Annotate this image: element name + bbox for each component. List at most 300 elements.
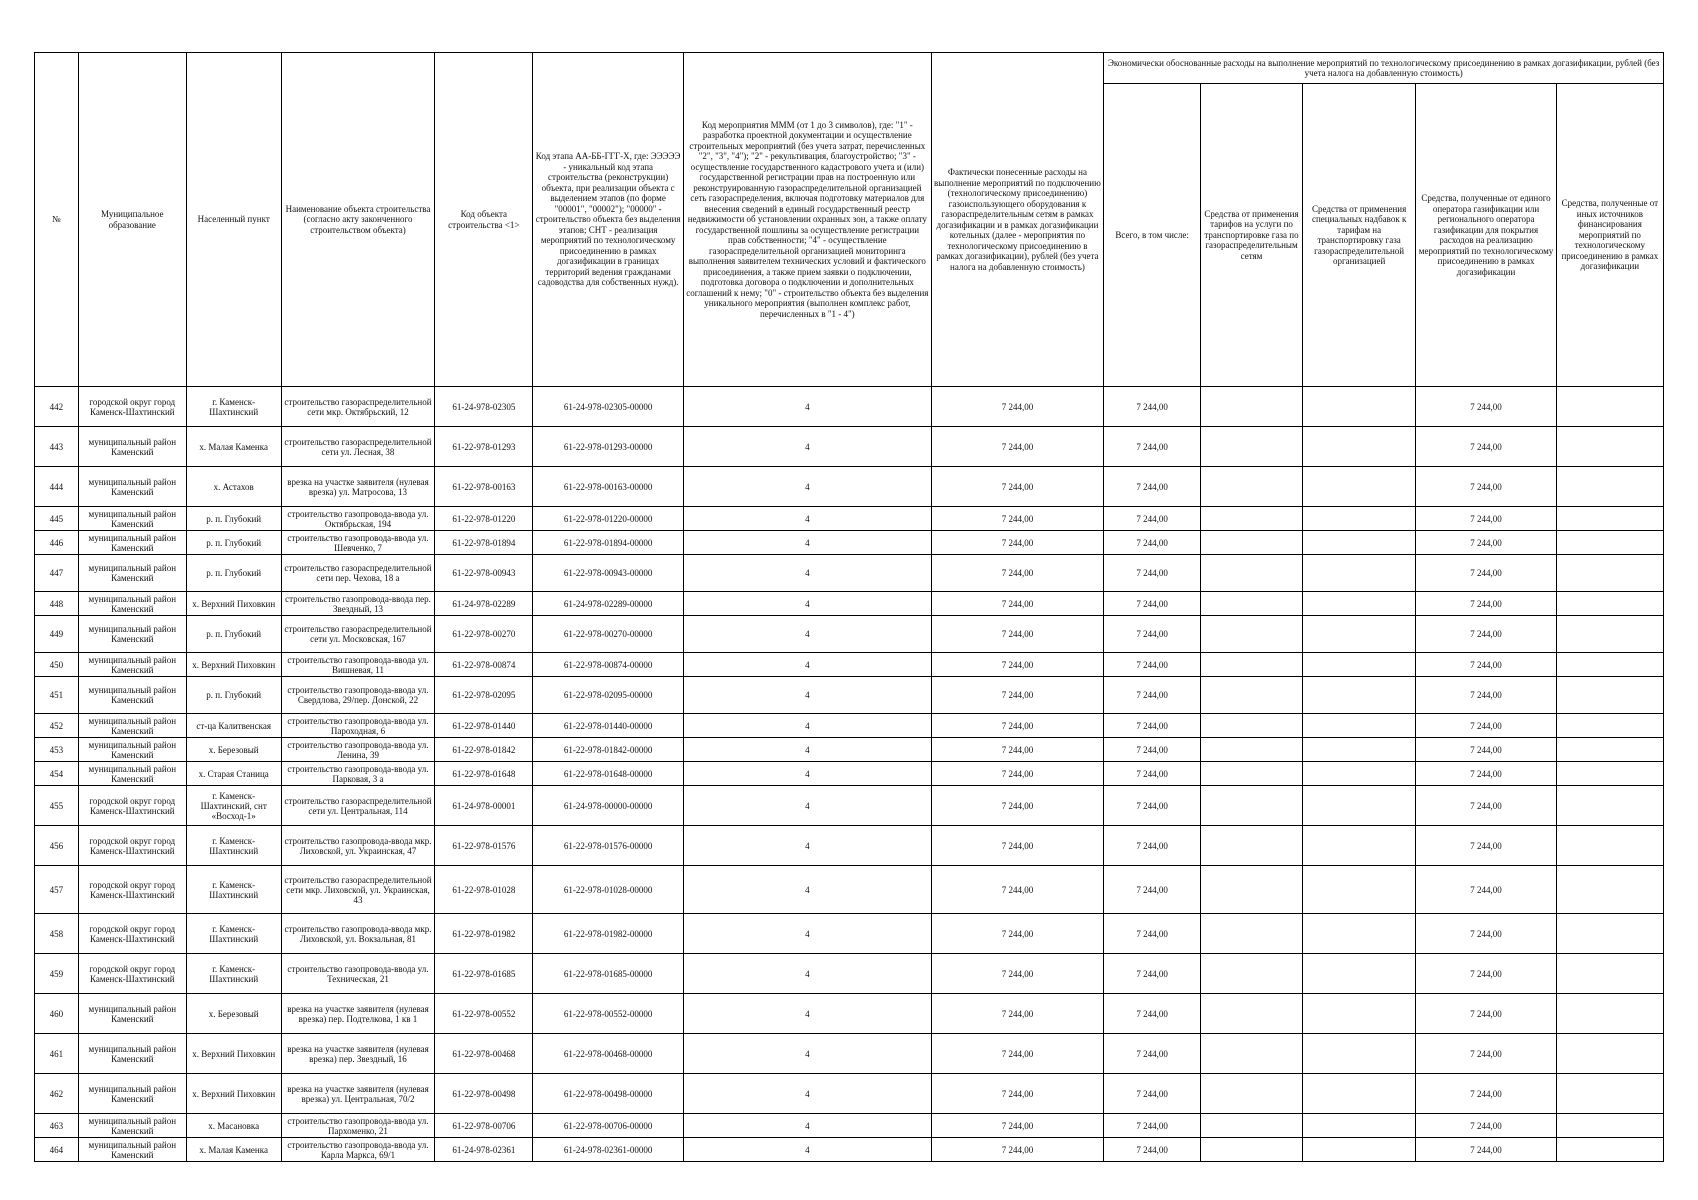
cell-object-name: строительство газопровода-ввода ул. Пархоменко, 21 — [281, 1114, 435, 1138]
cell-stage-code: 61-22-978-01440-00000 — [533, 714, 684, 738]
cell-object-code: 61-22-978-00874 — [435, 653, 533, 677]
cell-activity-code: 4 — [684, 592, 932, 616]
cell-total: 7 244,00 — [1104, 954, 1201, 994]
cell-object-code: 61-22-978-01220 — [435, 507, 533, 531]
cell-other — [1556, 738, 1663, 762]
cell-other — [1556, 387, 1663, 427]
table-row — [35, 653, 1664, 677]
table-row — [35, 427, 1664, 467]
cell-stage-code: 61-22-978-02095-00000 — [533, 677, 684, 714]
cell-operator: 7 244,00 — [1416, 1114, 1556, 1138]
cell-object-code: 61-24-978-02289 — [435, 592, 533, 616]
cell-activity-code: 4 — [684, 653, 932, 677]
cell-other — [1556, 507, 1663, 531]
cell-other — [1556, 1074, 1663, 1114]
cell-total: 7 244,00 — [1104, 653, 1201, 677]
table-row — [35, 762, 1664, 786]
cell-stage-code: 61-22-978-00163-00000 — [533, 467, 684, 507]
cell-tariffs — [1201, 866, 1303, 914]
cell-operator: 7 244,00 — [1416, 914, 1556, 954]
table-row — [35, 866, 1664, 914]
cell-activity-code: 4 — [684, 427, 932, 467]
cell-settlement: х. Березовый — [186, 994, 281, 1034]
cell-municipality: муниципальный район Каменский — [78, 762, 186, 786]
cell-object-code: 61-22-978-00943 — [435, 555, 533, 592]
cell-municipality: муниципальный район Каменский — [78, 714, 186, 738]
cell-municipality: муниципальный район Каменский — [78, 1138, 186, 1162]
cell-other — [1556, 786, 1663, 826]
cell-object-name: строительство газораспределительной сети мкр. Октябрьский, 12 — [281, 387, 435, 427]
cell-object-code: 61-22-978-01293 — [435, 427, 533, 467]
cell-other — [1556, 1114, 1663, 1138]
cell-surcharges — [1302, 714, 1415, 738]
cell-tariffs — [1201, 994, 1303, 1034]
cell-num: 464 — [35, 1138, 79, 1162]
table-row — [35, 826, 1664, 866]
cell-actual-costs: 7 244,00 — [931, 555, 1104, 592]
cell-operator: 7 244,00 — [1416, 738, 1556, 762]
cell-num: 448 — [35, 592, 79, 616]
cell-activity-code: 4 — [684, 826, 932, 866]
cell-other — [1556, 467, 1663, 507]
cell-total: 7 244,00 — [1104, 677, 1201, 714]
cell-surcharges — [1302, 738, 1415, 762]
cell-num: 455 — [35, 786, 79, 826]
header-total: Всего, в том числе: — [1104, 84, 1201, 387]
cell-actual-costs: 7 244,00 — [931, 467, 1104, 507]
cell-settlement: р. п. Глубокий — [186, 677, 281, 714]
cell-settlement: х. Старая Станица — [186, 762, 281, 786]
cell-surcharges — [1302, 653, 1415, 677]
cell-activity-code: 4 — [684, 994, 932, 1034]
cell-municipality: муниципальный район Каменский — [78, 427, 186, 467]
table-row — [35, 994, 1664, 1034]
cell-other — [1556, 866, 1663, 914]
cell-settlement: р. п. Глубокий — [186, 507, 281, 531]
table-row — [35, 738, 1664, 762]
cell-num: 463 — [35, 1114, 79, 1138]
cell-operator: 7 244,00 — [1416, 786, 1556, 826]
cell-total: 7 244,00 — [1104, 826, 1201, 866]
cell-tariffs — [1201, 387, 1303, 427]
cell-activity-code: 4 — [684, 786, 932, 826]
cell-actual-costs: 7 244,00 — [931, 427, 1104, 467]
cell-other — [1556, 531, 1663, 555]
cell-operator: 7 244,00 — [1416, 826, 1556, 866]
cell-object-code: 61-22-978-02095 — [435, 677, 533, 714]
cell-object-name: строительство газораспределительной сети ул. Московская, 167 — [281, 616, 435, 653]
cell-surcharges — [1302, 531, 1415, 555]
cell-total: 7 244,00 — [1104, 592, 1201, 616]
cell-surcharges — [1302, 786, 1415, 826]
cell-other — [1556, 954, 1663, 994]
cell-settlement: г. Каменск-Шахтинский — [186, 387, 281, 427]
table-row — [35, 616, 1664, 653]
cell-stage-code: 61-22-978-00468-00000 — [533, 1034, 684, 1074]
cell-actual-costs: 7 244,00 — [931, 531, 1104, 555]
cell-actual-costs: 7 244,00 — [931, 714, 1104, 738]
cell-object-code: 61-22-978-01685 — [435, 954, 533, 994]
cell-object-code: 61-22-978-00468 — [435, 1034, 533, 1074]
cell-municipality: муниципальный район Каменский — [78, 507, 186, 531]
cell-actual-costs: 7 244,00 — [931, 677, 1104, 714]
cell-num: 458 — [35, 914, 79, 954]
cell-settlement: х. Астахов — [186, 467, 281, 507]
cell-operator: 7 244,00 — [1416, 677, 1556, 714]
cell-object-code: 61-22-978-01982 — [435, 914, 533, 954]
cell-total: 7 244,00 — [1104, 507, 1201, 531]
cell-other — [1556, 427, 1663, 467]
cell-settlement: х. Малая Каменка — [186, 1138, 281, 1162]
cell-object-code: 61-22-978-01028 — [435, 866, 533, 914]
cell-stage-code: 61-24-978-02305-00000 — [533, 387, 684, 427]
cell-tariffs — [1201, 1138, 1303, 1162]
header-tariffs: Средства от применения тарифов на услуги по транспортировке газа по газораспределительным сетям — [1201, 84, 1303, 387]
cell-object-code: 61-22-978-00552 — [435, 994, 533, 1034]
cell-operator: 7 244,00 — [1416, 1138, 1556, 1162]
cell-tariffs — [1201, 1114, 1303, 1138]
cell-num: 451 — [35, 677, 79, 714]
cell-object-name: строительство газопровода-ввода ул. Шевченко, 7 — [281, 531, 435, 555]
cell-tariffs — [1201, 1074, 1303, 1114]
cell-object-name: врезка на участке заявителя (нулевая врезка) ул. Матросова, 13 — [281, 467, 435, 507]
cell-municipality: городской округ город Каменск-Шахтинский — [78, 954, 186, 994]
cell-other — [1556, 592, 1663, 616]
cell-other — [1556, 762, 1663, 786]
cell-object-code: 61-22-978-01440 — [435, 714, 533, 738]
table-row — [35, 507, 1664, 531]
cell-total: 7 244,00 — [1104, 531, 1201, 555]
cell-object-name: врезка на участке заявителя (нулевая врезка) пер. Подтелкова, 1 кв 1 — [281, 994, 435, 1034]
header-num: № — [35, 53, 79, 387]
cell-tariffs — [1201, 914, 1303, 954]
cell-municipality: муниципальный район Каменский — [78, 1114, 186, 1138]
cell-activity-code: 4 — [684, 738, 932, 762]
cell-tariffs — [1201, 555, 1303, 592]
cell-num: 450 — [35, 653, 79, 677]
cell-num: 444 — [35, 467, 79, 507]
cell-num: 446 — [35, 531, 79, 555]
cell-other — [1556, 1034, 1663, 1074]
cell-num: 442 — [35, 387, 79, 427]
table-row — [35, 555, 1664, 592]
cell-tariffs — [1201, 507, 1303, 531]
cell-operator: 7 244,00 — [1416, 592, 1556, 616]
cell-object-code: 61-22-978-01894 — [435, 531, 533, 555]
cell-operator: 7 244,00 — [1416, 555, 1556, 592]
cell-actual-costs: 7 244,00 — [931, 914, 1104, 954]
table-row — [35, 1034, 1664, 1074]
cell-activity-code: 4 — [684, 467, 932, 507]
cell-actual-costs: 7 244,00 — [931, 592, 1104, 616]
cell-other — [1556, 826, 1663, 866]
cell-total: 7 244,00 — [1104, 762, 1201, 786]
cell-stage-code: 61-22-978-00943-00000 — [533, 555, 684, 592]
cell-object-code: 61-24-978-02305 — [435, 387, 533, 427]
cell-total: 7 244,00 — [1104, 616, 1201, 653]
table-row — [35, 1114, 1664, 1138]
cell-surcharges — [1302, 507, 1415, 531]
cell-surcharges — [1302, 762, 1415, 786]
cell-surcharges — [1302, 866, 1415, 914]
cell-num: 447 — [35, 555, 79, 592]
cell-surcharges — [1302, 592, 1415, 616]
cell-actual-costs: 7 244,00 — [931, 738, 1104, 762]
table-row — [35, 954, 1664, 994]
cell-municipality: муниципальный район Каменский — [78, 467, 186, 507]
cell-activity-code: 4 — [684, 762, 932, 786]
table-body — [35, 387, 1664, 1162]
cell-num: 443 — [35, 427, 79, 467]
cell-object-name: строительство газопровода-ввода мкр. Лиховской, ул. Вокзальная, 81 — [281, 914, 435, 954]
cell-object-name: врезка на участке заявителя (нулевая врезка) пер. Звездный, 16 — [281, 1034, 435, 1074]
cell-stage-code: 61-22-978-01982-00000 — [533, 914, 684, 954]
header-settlement: Населенный пункт — [186, 53, 281, 387]
cell-object-name: строительство газораспределительной сети пер. Чехова, 18 а — [281, 555, 435, 592]
cell-num: 453 — [35, 738, 79, 762]
cell-total: 7 244,00 — [1104, 1034, 1201, 1074]
cell-surcharges — [1302, 1114, 1415, 1138]
cell-tariffs — [1201, 616, 1303, 653]
data-table — [34, 52, 1664, 1162]
cell-actual-costs: 7 244,00 — [931, 507, 1104, 531]
cell-num: 449 — [35, 616, 79, 653]
header-stage-code: Код этапа АА-ББ-ГГГ-Х, где: ЭЭЭЭЭ - уникальный код этапа строительства (реконструкции) объекта, при реализации объекта с выделением этапов (по форме "00001", "00002"); "00000" - строительство объекта без выделения этапов; СНТ - реализация мероприятий по технологическому присоединению в рамках догазификации в границах территорий ведения гражданами садоводства для собственных нужд). — [533, 53, 684, 387]
cell-municipality: муниципальный район Каменский — [78, 994, 186, 1034]
cell-other — [1556, 555, 1663, 592]
cell-num: 460 — [35, 994, 79, 1034]
cell-operator: 7 244,00 — [1416, 427, 1556, 467]
cell-municipality: городской округ город Каменск-Шахтинский — [78, 786, 186, 826]
cell-object-name: врезка на участке заявителя (нулевая врезка) ул. Центральная, 70/2 — [281, 1074, 435, 1114]
cell-activity-code: 4 — [684, 954, 932, 994]
cell-total: 7 244,00 — [1104, 467, 1201, 507]
cell-tariffs — [1201, 677, 1303, 714]
header-actual-costs: Фактически понесенные расходы на выполнение мероприятий по подключению (технологическому присоединению) газоиспользующего оборудования к газораспределительным сетям в рамках догазификации и в рамках догазификации котельных (далее - мероприятия по технологическому присоединению в рамках догазификации), рублей (без учета налога на добавленную стоимость) — [931, 53, 1104, 387]
cell-total: 7 244,00 — [1104, 1074, 1201, 1114]
cell-total: 7 244,00 — [1104, 427, 1201, 467]
cell-object-code: 61-22-978-01648 — [435, 762, 533, 786]
cell-activity-code: 4 — [684, 555, 932, 592]
cell-surcharges — [1302, 677, 1415, 714]
cell-num: 454 — [35, 762, 79, 786]
cell-settlement: х. Верхний Пиховкин — [186, 653, 281, 677]
cell-activity-code: 4 — [684, 677, 932, 714]
cell-operator: 7 244,00 — [1416, 1074, 1556, 1114]
cell-actual-costs: 7 244,00 — [931, 653, 1104, 677]
cell-actual-costs: 7 244,00 — [931, 994, 1104, 1034]
cell-object-name: строительство газопровода-ввода ул. Ленина, 39 — [281, 738, 435, 762]
cell-num: 461 — [35, 1034, 79, 1074]
table-row — [35, 714, 1664, 738]
cell-object-code: 61-22-978-00270 — [435, 616, 533, 653]
cell-municipality: муниципальный район Каменский — [78, 1074, 186, 1114]
cell-settlement: г. Каменск-Шахтинский — [186, 866, 281, 914]
cell-actual-costs: 7 244,00 — [931, 387, 1104, 427]
cell-stage-code: 61-22-978-01220-00000 — [533, 507, 684, 531]
cell-total: 7 244,00 — [1104, 1114, 1201, 1138]
cell-surcharges — [1302, 914, 1415, 954]
cell-activity-code: 4 — [684, 866, 932, 914]
cell-municipality: муниципальный район Каменский — [78, 616, 186, 653]
header-object-name: Наименование объекта строительства (согласно акту законченного строительством объекта) — [281, 53, 435, 387]
header-surcharges: Средства от применения специальных надбавок к тарифам на транспортировку газа газораспределительной организацией — [1302, 84, 1415, 387]
cell-operator: 7 244,00 — [1416, 762, 1556, 786]
cell-municipality: муниципальный район Каменский — [78, 677, 186, 714]
cell-tariffs — [1201, 653, 1303, 677]
cell-stage-code: 61-22-978-01293-00000 — [533, 427, 684, 467]
cell-surcharges — [1302, 954, 1415, 994]
cell-activity-code: 4 — [684, 616, 932, 653]
table-row — [35, 1138, 1664, 1162]
cell-tariffs — [1201, 592, 1303, 616]
cell-operator: 7 244,00 — [1416, 1034, 1556, 1074]
cell-municipality: городской округ город Каменск-Шахтинский — [78, 387, 186, 427]
cell-municipality: муниципальный район Каменский — [78, 555, 186, 592]
cell-actual-costs: 7 244,00 — [931, 1034, 1104, 1074]
header-group-title: Экономически обоснованные расходы на выполнение мероприятий по технологическому присоединению в рамках догазификации, рублей (без учета налога на добавленную стоимость) — [1104, 53, 1664, 84]
cell-actual-costs: 7 244,00 — [931, 616, 1104, 653]
cell-operator: 7 244,00 — [1416, 954, 1556, 994]
cell-object-name: строительство газораспределительной сети ул. Центральная, 114 — [281, 786, 435, 826]
cell-total: 7 244,00 — [1104, 555, 1201, 592]
cell-stage-code: 61-22-978-00552-00000 — [533, 994, 684, 1034]
cell-total: 7 244,00 — [1104, 738, 1201, 762]
cell-surcharges — [1302, 1138, 1415, 1162]
cell-stage-code: 61-22-978-01028-00000 — [533, 866, 684, 914]
cell-object-code: 61-22-978-00706 — [435, 1114, 533, 1138]
cell-settlement: ст-ца Калитвенская — [186, 714, 281, 738]
cell-municipality: городской округ город Каменск-Шахтинский — [78, 826, 186, 866]
cell-settlement: г. Каменск-Шахтинский, снт «Восход-1» — [186, 786, 281, 826]
cell-operator: 7 244,00 — [1416, 653, 1556, 677]
cell-object-name: строительство газопровода-ввода ул. Октябрьская, 194 — [281, 507, 435, 531]
cell-surcharges — [1302, 1034, 1415, 1074]
cell-activity-code: 4 — [684, 1074, 932, 1114]
document-page — [34, 52, 1664, 1162]
cell-stage-code: 61-22-978-00706-00000 — [533, 1114, 684, 1138]
cell-object-code: 61-22-978-00498 — [435, 1074, 533, 1114]
cell-surcharges — [1302, 616, 1415, 653]
cell-actual-costs: 7 244,00 — [931, 826, 1104, 866]
cell-stage-code: 61-22-978-01648-00000 — [533, 762, 684, 786]
cell-total: 7 244,00 — [1104, 786, 1201, 826]
cell-surcharges — [1302, 427, 1415, 467]
header-municipality: Муниципальное образование — [78, 53, 186, 387]
cell-municipality: городской округ город Каменск-Шахтинский — [78, 914, 186, 954]
table-row — [35, 914, 1664, 954]
table-row — [35, 592, 1664, 616]
cell-surcharges — [1302, 1074, 1415, 1114]
cell-tariffs — [1201, 826, 1303, 866]
cell-municipality: муниципальный район Каменский — [78, 738, 186, 762]
table-row — [35, 677, 1664, 714]
cell-num: 456 — [35, 826, 79, 866]
cell-other — [1556, 677, 1663, 714]
cell-activity-code: 4 — [684, 507, 932, 531]
cell-operator: 7 244,00 — [1416, 616, 1556, 653]
cell-settlement: х. Масановка — [186, 1114, 281, 1138]
cell-activity-code: 4 — [684, 531, 932, 555]
cell-surcharges — [1302, 555, 1415, 592]
cell-object-name: строительство газопровода-ввода ул. Вишневая, 11 — [281, 653, 435, 677]
cell-municipality: муниципальный район Каменский — [78, 531, 186, 555]
cell-tariffs — [1201, 954, 1303, 994]
table-row — [35, 786, 1664, 826]
cell-stage-code: 61-22-978-00874-00000 — [533, 653, 684, 677]
cell-tariffs — [1201, 762, 1303, 786]
header-object-code: Код объекта строительства <1> — [435, 53, 533, 387]
cell-operator: 7 244,00 — [1416, 531, 1556, 555]
cell-total: 7 244,00 — [1104, 994, 1201, 1034]
cell-operator: 7 244,00 — [1416, 714, 1556, 738]
cell-settlement: х. Верхний Пиховкин — [186, 592, 281, 616]
cell-municipality: муниципальный район Каменский — [78, 592, 186, 616]
cell-object-name: строительство газопровода-ввода ул. Техническая, 21 — [281, 954, 435, 994]
cell-object-name: строительство газопровода-ввода пер. Звездный, 13 — [281, 592, 435, 616]
cell-stage-code: 61-24-978-02361-00000 — [533, 1138, 684, 1162]
cell-other — [1556, 1138, 1663, 1162]
cell-municipality: городской округ город Каменск-Шахтинский — [78, 866, 186, 914]
cell-stage-code: 61-22-978-00270-00000 — [533, 616, 684, 653]
cell-object-code: 61-24-978-02361 — [435, 1138, 533, 1162]
cell-object-name: строительство газопровода-ввода мкр. Лиховской, ул. Украинская, 47 — [281, 826, 435, 866]
cell-surcharges — [1302, 994, 1415, 1034]
cell-surcharges — [1302, 387, 1415, 427]
cell-total: 7 244,00 — [1104, 387, 1201, 427]
cell-num: 462 — [35, 1074, 79, 1114]
cell-settlement: р. п. Глубокий — [186, 616, 281, 653]
cell-object-name: строительство газораспределительной сети ул. Лесная, 38 — [281, 427, 435, 467]
cell-actual-costs: 7 244,00 — [931, 1074, 1104, 1114]
cell-settlement: р. п. Глубокий — [186, 555, 281, 592]
cell-object-code: 61-24-978-00001 — [435, 786, 533, 826]
cell-operator: 7 244,00 — [1416, 467, 1556, 507]
cell-actual-costs: 7 244,00 — [931, 1138, 1104, 1162]
cell-object-code: 61-22-978-01576 — [435, 826, 533, 866]
cell-settlement: х. Верхний Пиховкин — [186, 1074, 281, 1114]
cell-object-name: строительство газопровода-ввода ул. Свердлова, 29/пер. Донской, 22 — [281, 677, 435, 714]
cell-activity-code: 4 — [684, 1138, 932, 1162]
cell-operator: 7 244,00 — [1416, 994, 1556, 1034]
cell-activity-code: 4 — [684, 387, 932, 427]
cell-activity-code: 4 — [684, 1114, 932, 1138]
cell-stage-code: 61-22-978-01576-00000 — [533, 826, 684, 866]
cell-stage-code: 61-22-978-01685-00000 — [533, 954, 684, 994]
cell-settlement: р. п. Глубокий — [186, 531, 281, 555]
cell-municipality: муниципальный район Каменский — [78, 653, 186, 677]
cell-stage-code: 61-22-978-00498-00000 — [533, 1074, 684, 1114]
cell-operator: 7 244,00 — [1416, 387, 1556, 427]
cell-num: 457 — [35, 866, 79, 914]
cell-tariffs — [1201, 738, 1303, 762]
cell-num: 452 — [35, 714, 79, 738]
cell-surcharges — [1302, 826, 1415, 866]
cell-other — [1556, 653, 1663, 677]
cell-total: 7 244,00 — [1104, 866, 1201, 914]
table-row — [35, 467, 1664, 507]
cell-municipality: муниципальный район Каменский — [78, 1034, 186, 1074]
cell-stage-code: 61-24-978-00000-00000 — [533, 786, 684, 826]
cell-object-name: строительство газораспределительной сети мкр. Лиховской, ул. Украинская, 43 — [281, 866, 435, 914]
cell-actual-costs: 7 244,00 — [931, 1114, 1104, 1138]
cell-tariffs — [1201, 786, 1303, 826]
cell-tariffs — [1201, 467, 1303, 507]
cell-object-name: строительство газопровода-ввода ул. Парковая, 3 а — [281, 762, 435, 786]
cell-operator: 7 244,00 — [1416, 507, 1556, 531]
cell-object-code: 61-22-978-00163 — [435, 467, 533, 507]
cell-activity-code: 4 — [684, 714, 932, 738]
